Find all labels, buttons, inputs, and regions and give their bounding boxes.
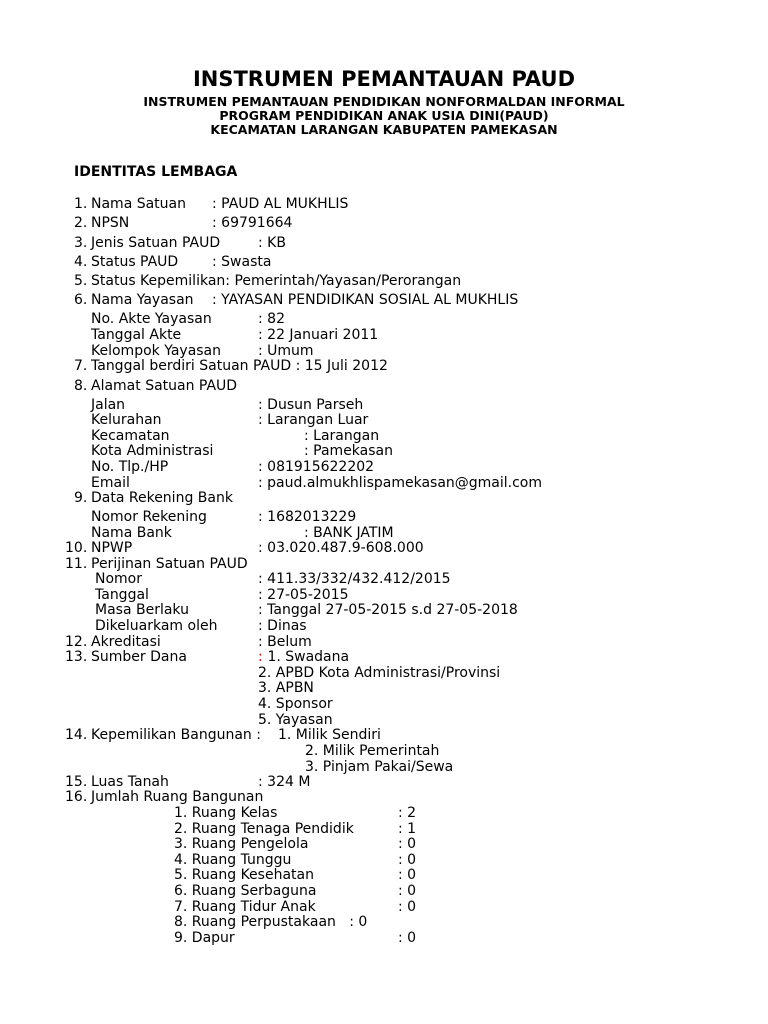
room-value: : 0 bbox=[398, 899, 417, 915]
field-label-telepon: No. Tlp./HP bbox=[91, 459, 169, 475]
room-label: 8. Ruang Perpustakaan : 0 bbox=[174, 914, 368, 930]
field-value-kepemilikan-3: 3. Pinjam Pakai/Sewa bbox=[305, 759, 454, 775]
field-value-email: : paud.almukhlispamekasan@gmail.com bbox=[258, 475, 543, 491]
field-colon-sumber-dana: : bbox=[258, 649, 263, 665]
item-number: 12. bbox=[65, 634, 88, 650]
item-number: 10. bbox=[65, 540, 88, 556]
field-value-nomor-rekening: : 1682013229 bbox=[258, 509, 357, 525]
field-value-status-paud: : Swasta bbox=[212, 254, 272, 270]
field-label-sumber-dana: Sumber Dana bbox=[91, 649, 187, 665]
field-value-telepon: : 081915622202 bbox=[258, 459, 375, 475]
item-number: 2. bbox=[74, 215, 88, 231]
field-label-luas-tanah: Luas Tanah bbox=[91, 774, 169, 790]
item-number: 5. bbox=[74, 273, 88, 289]
field-label-kepemilikan-bangunan: Kepemilikan Bangunan : bbox=[91, 727, 261, 743]
field-value-sumber-dana-1: 1. Swadana bbox=[263, 649, 350, 665]
field-value-sumber-dana-2: 2. APBD Kota Administrasi/Provinsi bbox=[258, 665, 501, 681]
room-label: 3. Ruang Pengelola bbox=[174, 836, 309, 852]
room-label: 2. Ruang Tenaga Pendidik bbox=[174, 821, 354, 837]
field-value-akreditasi: : Belum bbox=[258, 634, 312, 650]
field-label-perijinan: Perijinan Satuan PAUD bbox=[91, 556, 248, 572]
item-number: 3. bbox=[74, 235, 88, 251]
field-label-dikeluarkan-oleh: Dikeluarkam oleh bbox=[95, 618, 218, 634]
subtitle-line-1: INSTRUMEN PEMANTAUAN PENDIDIKAN NONFORMALDAN INFORMAL bbox=[143, 94, 625, 109]
field-value-luas-tanah: : 324 M bbox=[258, 774, 311, 790]
field-value-sumber-dana-3: 3. APBN bbox=[258, 680, 314, 696]
room-label: 1. Ruang Kelas bbox=[174, 805, 278, 821]
field-label-kecamatan: Kecamatan bbox=[91, 428, 170, 444]
field-label-nama-yayasan: Nama Yayasan bbox=[91, 292, 194, 308]
item-number: 1. bbox=[74, 196, 88, 212]
room-value: : 0 bbox=[398, 852, 417, 868]
field-value-kota: : Pamekasan bbox=[304, 443, 393, 459]
room-value: : 0 bbox=[398, 836, 417, 852]
field-value-dikeluarkan-oleh: : Dinas bbox=[258, 618, 307, 634]
field-value-kecamatan: : Larangan bbox=[304, 428, 380, 444]
field-value-nama-yayasan: : YAYASAN PENDIDIKAN SOSIAL AL MUKHLIS bbox=[212, 292, 519, 308]
item-number: 6. bbox=[74, 292, 88, 308]
field-label-no-akte: No. Akte Yayasan bbox=[91, 311, 212, 327]
subtitle-line-2: PROGRAM PENDIDIKAN ANAK USIA DINI(PAUD) bbox=[219, 108, 549, 123]
item-number: 13. bbox=[65, 649, 88, 665]
field-label-nama-satuan: Nama Satuan bbox=[91, 196, 186, 212]
room-value: : 2 bbox=[398, 805, 417, 821]
room-value: : 0 bbox=[398, 930, 417, 946]
subtitle-line-3: KECAMATAN LARANGAN KABUPATEN PAMEKASAN bbox=[210, 122, 558, 137]
field-value-npsn: : 69791664 bbox=[212, 215, 293, 231]
field-value-jenis-satuan: : KB bbox=[258, 235, 286, 251]
field-label-masa-berlaku: Masa Berlaku bbox=[95, 602, 189, 618]
field-label-tanggal-ijin: Tanggal bbox=[95, 587, 149, 603]
field-value-kelurahan: : Larangan Luar bbox=[258, 412, 369, 428]
field-label-npsn: NPSN bbox=[91, 215, 130, 231]
room-value: : 1 bbox=[398, 821, 417, 837]
field-value-nomor-ijin: : 411.33/332/432.412/2015 bbox=[258, 571, 451, 587]
field-value-jalan: : Dusun Parseh bbox=[258, 397, 364, 413]
field-label-rekening-bank: Data Rekening Bank bbox=[91, 490, 233, 506]
room-label: 6. Ruang Serbaguna bbox=[174, 883, 317, 899]
field-label-nomor-ijin: Nomor bbox=[95, 571, 142, 587]
room-label: 7. Ruang Tidur Anak bbox=[174, 899, 316, 915]
field-label-jalan: Jalan bbox=[91, 397, 126, 413]
field-label-kelompok-yayasan: Kelompok Yayasan bbox=[91, 343, 222, 359]
field-value-kepemilikan-1: 1. Milik Sendiri bbox=[278, 727, 381, 743]
field-tanggal-berdiri: Tanggal berdiri Satuan PAUD : 15 Juli 2012 bbox=[91, 358, 388, 374]
field-label-nama-bank: Nama Bank bbox=[91, 525, 172, 541]
document-title: INSTRUMEN PEMANTAUAN PAUD bbox=[192, 67, 576, 91]
field-label-nomor-rekening: Nomor Rekening bbox=[91, 509, 207, 525]
field-label-status-paud: Status PAUD bbox=[91, 254, 179, 270]
item-number: 15. bbox=[65, 774, 88, 790]
field-value-nama-satuan: : PAUD AL MUKHLIS bbox=[212, 196, 349, 212]
field-value-sumber-dana-5: 5. Yayasan bbox=[258, 712, 333, 728]
item-number: 16. bbox=[65, 789, 88, 805]
field-label-alamat: Alamat Satuan PAUD bbox=[91, 378, 238, 394]
item-number: 9. bbox=[74, 490, 88, 506]
field-label-email: Email bbox=[91, 475, 130, 491]
field-status-kepemilikan: Status Kepemilikan: Pemerintah/Yayasan/Perorangan bbox=[91, 273, 462, 289]
field-value-kepemilikan-2: 2. Milik Pemerintah bbox=[305, 743, 440, 759]
field-label-akreditasi: Akreditasi bbox=[91, 634, 161, 650]
field-label-kota: Kota Administrasi bbox=[91, 443, 214, 459]
field-value-masa-berlaku: : Tanggal 27-05-2015 s.d 27-05-2018 bbox=[258, 602, 518, 618]
field-value-no-akte: : 82 bbox=[258, 311, 285, 327]
field-value-tanggal-akte: : 22 Januari 2011 bbox=[258, 327, 379, 343]
item-number: 8. bbox=[74, 378, 88, 394]
field-label-jumlah-ruang: Jumlah Ruang Bangunan bbox=[91, 789, 264, 805]
field-value-nama-bank: : BANK JATIM bbox=[304, 525, 394, 541]
field-value-npwp: : 03.020.487.9-608.000 bbox=[258, 540, 424, 556]
item-number: 4. bbox=[74, 254, 88, 270]
field-label-npwp: NPWP bbox=[91, 540, 133, 556]
field-value-sumber-dana-4: 4. Sponsor bbox=[258, 696, 333, 712]
field-label-kelurahan: Kelurahan bbox=[91, 412, 162, 428]
room-label: 5. Ruang Kesehatan bbox=[174, 867, 314, 883]
room-value: : 0 bbox=[398, 883, 417, 899]
room-label: 4. Ruang Tunggu bbox=[174, 852, 292, 868]
field-value-kelompok-yayasan: : Umum bbox=[258, 343, 314, 359]
section-title: IDENTITAS LEMBAGA bbox=[74, 164, 238, 180]
item-number: 14. bbox=[65, 727, 88, 743]
field-value-tanggal-ijin: : 27-05-2015 bbox=[258, 587, 349, 603]
room-value: : 0 bbox=[398, 867, 417, 883]
room-label: 9. Dapur bbox=[174, 930, 235, 946]
item-number: 7. bbox=[74, 358, 88, 374]
field-label-jenis-satuan: Jenis Satuan PAUD bbox=[91, 235, 221, 251]
field-label-tanggal-akte: Tanggal Akte bbox=[91, 327, 182, 343]
item-number: 11. bbox=[65, 556, 88, 572]
